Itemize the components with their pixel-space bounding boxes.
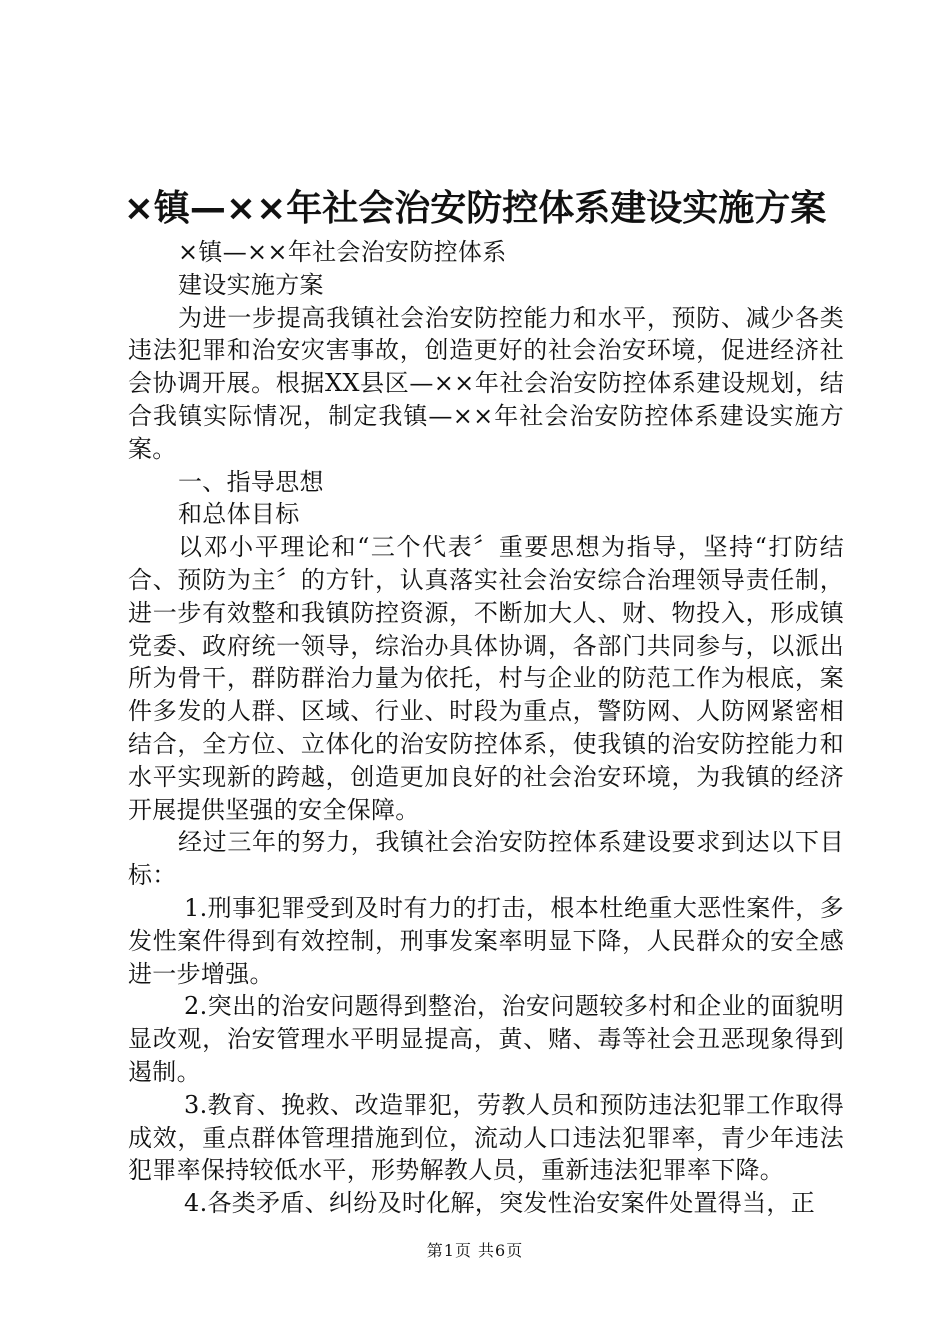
goal-item-1: 1.刑事犯罪受到及时有力的打击，根本杜绝重大恶性案件，多发性案件得到有效控制，刑事发案率明显下降，人民群众的安全感进一步增强。 xyxy=(128,893,844,988)
guiding-thought-paragraph: 以邓小平理论和“三个代表〞重要思想为指导，坚持“打防结合、预防为主〞的方针，认真落实社会治安综合治理领导责任制，进一步有效整和我镇防控资源，不断加大人、财、物投入，形成镇党委、政府统一领导，综治办具体协调，各部门共同参与，以派出所为骨干，群防群治力量为依托，村与企业的防范工作为根底，案件多发的人群、区域、行业、时段为重点，警防网、人防网紧密相结合，全方位、立体化的治安防控体系，使我镇的治安防控能力和水平实现新的跨越，创造更加良好的社会治安环境，为我镇的经济开展提供坚强的安全保障。 xyxy=(128,533,844,824)
document-body xyxy=(128,236,844,1220)
goals-intro-paragraph: 经过三年的努力，我镇社会治安防控体系建设要求到达以下目标： xyxy=(128,828,844,890)
goal-item-2: 2.突出的治安问题得到整治，治安问题较多村和企业的面貌明显改观，治安管理水平明显提高，黄、赌、毒等社会丑恶现象得到遏制。 xyxy=(128,992,844,1086)
goal-item-3: 3.教育、挽救、改造罪犯，劳教人员和预防违法犯罪工作取得成效，重点群体管理措施到位，流动人口违法犯罪率，青少年违法犯罪率保持较低水平，形势解教人员，重新违法犯罪率下降。 xyxy=(128,1090,844,1185)
subtitle-line-2: 建设实施方案 xyxy=(178,270,324,299)
section-heading-1-cont: 和总体目标 xyxy=(178,500,300,529)
section-heading-1: 一、指导思想 xyxy=(178,467,324,496)
subtitle-line-1: ×镇—××年社会治安防控体系 xyxy=(178,238,507,266)
document-title: ×镇—××年社会治安防控体系建设实施方案 xyxy=(123,188,827,229)
goal-item-4: 4.各类矛盾、纠纷及时化解，突发性治安案件处置得当，正 xyxy=(184,1189,815,1218)
intro-paragraph: 为进一步提高我镇社会治安防控能力和水平，预防、减少各类违法犯罪和治安灾害事故，创造更好的社会治安环境，促进经济社会协调开展。根据XX县区—××年社会治安防控体系建设规划，结合我镇实际情况，制定我镇—××年社会治安防控体系建设实施方案。 xyxy=(128,303,844,463)
page-footer: 第1页 共6页 xyxy=(426,1241,524,1260)
